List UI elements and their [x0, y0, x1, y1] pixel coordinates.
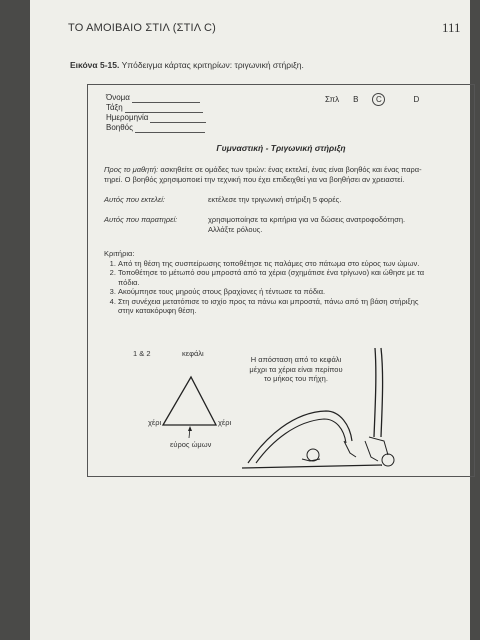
book-page — [30, 0, 470, 640]
figure-back-outline — [248, 411, 352, 463]
pointer-arrow — [188, 426, 192, 431]
leg-upright-2 — [381, 348, 383, 437]
figure-caption — [70, 60, 304, 70]
hand-right-label: χέρι — [218, 418, 232, 427]
criteria-heading: Κριτήρια: — [104, 249, 135, 258]
note-line: Η απόσταση από το κεφάλι — [250, 355, 342, 364]
step-label: 1 & 2 — [133, 349, 151, 358]
field-label: Ημερομηνία — [106, 113, 149, 122]
criteria-line: 2. Τοποθέτησε το μέτωπό σου μπροστά από τα χέρια (σχημάτισε ένα τρίγωνο) και ώθησε με τα — [118, 268, 425, 277]
page-number: 111 — [442, 20, 461, 35]
head-label: κεφάλι — [182, 349, 204, 358]
figure-arm — [344, 441, 356, 457]
shoulders-label: εύρος ώμων — [170, 440, 212, 449]
grade-d: D — [413, 95, 420, 104]
intro-label: Προς το μαθητή: — [104, 165, 159, 174]
hand-left-label: χέρι — [148, 418, 162, 427]
card-title: Γυμναστική - Τριγωνική στήριξη — [216, 143, 346, 153]
criteria-line: 3. Ακούμπησε τους μηρούς στους βραχίονες ή τέντωσε τα πόδια. — [118, 287, 326, 296]
caption-label: Εικόνα 5-15. — [70, 60, 120, 70]
note-line: μέχρι τα χέρια είναι περίπου — [249, 364, 343, 374]
note-line: το μήκος του πήχη. — [264, 374, 328, 383]
intro-text-2: τηρεί. Ο βοηθός χρησιμοποιεί την τεχνική που έχει επιδειχθεί για να βοηθήσει αν χρειαστεί. — [104, 174, 405, 184]
grade-c-circled: C — [372, 93, 385, 106]
caption-text: Υπόδειγμα κάρτας κριτηρίων: τριγωνική στήριξη. — [121, 60, 304, 70]
criteria-line: 1. Από τη θέση της συσπείρωσης τοποθέτησε τις παλάμες στο πάτωμα στο εύρος των ώμων. — [118, 258, 420, 268]
field-label: Βοηθός — [106, 123, 133, 132]
observer-text-2: Αλλάξτε ρόλους. — [208, 224, 263, 234]
figure-inner-outline — [256, 419, 346, 463]
observer-label: Αυτός που παρατηρεί: — [104, 215, 178, 224]
arm-upright — [365, 441, 378, 461]
distance-note — [236, 355, 356, 384]
leg-upright-1 — [374, 348, 376, 437]
hands-1 — [302, 459, 320, 461]
headstand-illustration — [88, 85, 476, 478]
criteria-line: στην κατακόρυφη θέση. — [118, 306, 197, 315]
criteria-line: πόδια. — [118, 277, 140, 287]
doer-text: εκτέλεσε την τριγωνική στήριξη 5 φορές. — [208, 195, 342, 204]
criteria-line: 4. Στη συνέχεια μετατόπισε το ισχίο προς τα πάνω και μπροστά, πάνω από τη βάση στήριξης — [118, 296, 419, 306]
field-label: Όνομα — [106, 93, 130, 102]
observer-text-1: χρησιμοποίησε τα κριτήρια για να δώσεις ανατροφοδότηση. — [208, 215, 406, 224]
grade-b: B — [353, 95, 359, 104]
floor-line — [242, 465, 382, 468]
field-label: Τάξη — [106, 103, 123, 112]
triangle-diagram — [163, 377, 216, 425]
grade-style: Σπλ — [325, 95, 340, 104]
head-2 — [382, 454, 394, 466]
criteria-card — [87, 84, 475, 477]
running-head: ΤΟ ΑΜΟΙΒΑΙΟ ΣΤΙΛ (ΣΤΙΛ C) — [68, 22, 216, 34]
intro-text-1: ασκηθείτε σε ομάδες των τριών: ένας εκτελεί, ένας είναι βοηθός και ένας παρα- — [160, 165, 422, 174]
torso-upright — [369, 437, 388, 455]
doer-label: Αυτός που εκτελεί: — [104, 195, 166, 204]
